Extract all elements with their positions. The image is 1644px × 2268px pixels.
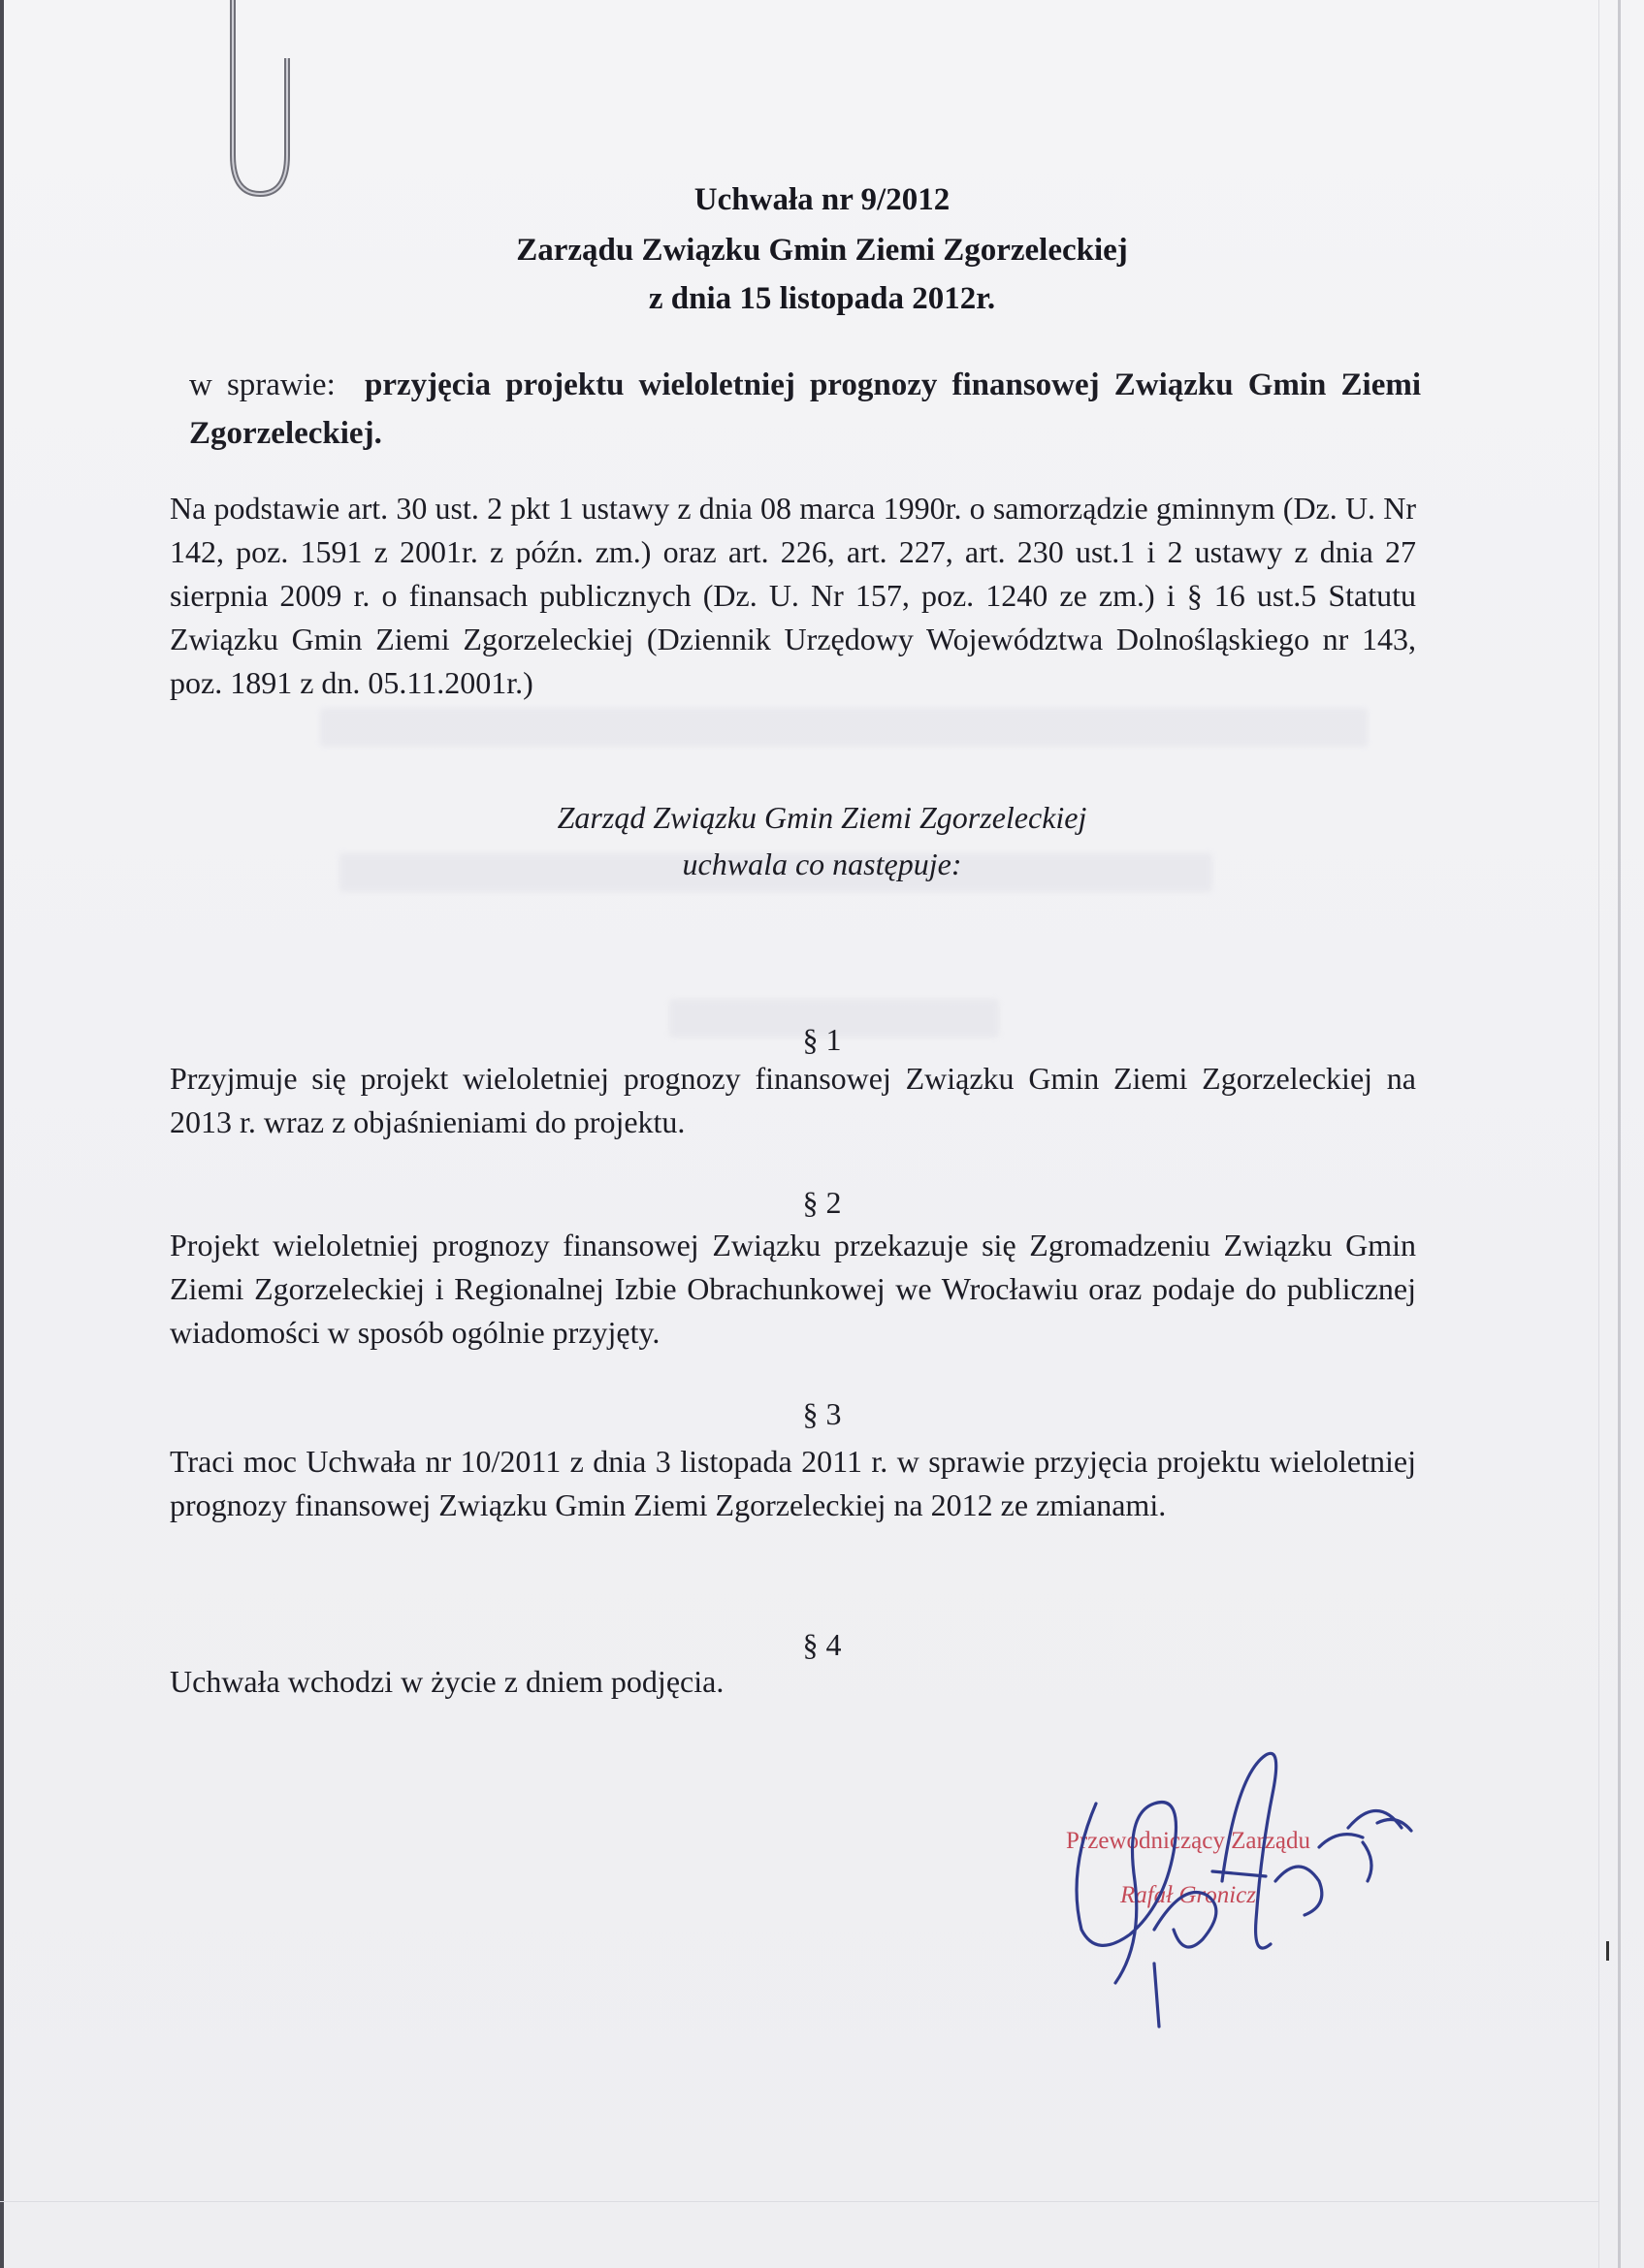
section-text: Traci moc Uchwała nr 10/2011 z dnia 3 listopada 2011 r. w sprawie przyjęcia projektu wieloletniej prognozy finansowej Związku Gmin Ziemi Zgorzeleckiej na 2012 ze zmianami. xyxy=(170,1444,1416,1522)
bleed-through-line xyxy=(320,708,1368,747)
section-text: Przyjmuje się projekt wieloletniej prognozy finansowej Związku Gmin Ziemi Zgorzeleckiej na 2013 r. wraz z objaśnieniami do projektu. xyxy=(170,1061,1416,1139)
legal-basis: Na podstawie art. 30 ust. 2 pkt 1 ustawy z dnia 08 marca 1990r. o samorządzie gminnym (Dz. U. Nr 142, poz. 1591 z 2001r. z późn. zm.) oraz art. 226, art. 227, art. 230 ust.1 i 2 ustawy z dnia 27 sierpnia 2009 r. o finansach publicznych (Dz. U. Nr 157, poz. 1240 ze zm.) i § 16 ust.5 Statutu Związku Gmin Ziemi Zgorzeleckiej (Dziennik Urzędowy Województwa Dolnośląskiego nr 143, poz. 1891 z dn. 05.11.2001r.) xyxy=(170,491,1416,700)
resolution-number: Uchwała nr 9/2012 xyxy=(693,182,951,217)
issuing-body: Zarządu Związku Gmin Ziemi Zgorzeleckiej xyxy=(516,233,1128,268)
section-text: Uchwała wchodzi w życie z dniem podjęcia. xyxy=(170,1664,725,1699)
paperclip-icon xyxy=(221,0,299,204)
handwritten-signature xyxy=(1028,1736,1416,2036)
section-mark: § 1 xyxy=(802,1022,842,1057)
scan-artifact-mark xyxy=(1606,1941,1609,1961)
section-mark: § 4 xyxy=(802,1627,842,1662)
subject-text: przyjęcia projektu wieloletniej prognozy finansowej Związku Gmin Ziemi Zgorzeleckiej. xyxy=(189,367,1421,451)
section-mark: § 3 xyxy=(802,1396,842,1431)
scan-edge-left xyxy=(0,0,4,2268)
resolution-date: z dnia 15 listopada 2012r. xyxy=(648,281,996,316)
resolving-body: Zarząd Związku Gmin Ziemi Zgorzeleckiej xyxy=(557,800,1087,835)
stamp-name: Rafał Gronicz xyxy=(1119,1882,1257,1908)
resolves-phrase: uchwala co następuje: xyxy=(682,847,962,881)
section-mark: § 2 xyxy=(802,1185,842,1220)
subject-lead: w sprawie: xyxy=(189,367,336,402)
section-text: Projekt wieloletniej prognozy finansowej Związku przekazuje się Zgromadzeniu Związku Gmin Ziemi Zgorzeleckiej i Regionalnej Izbie Obrachunkowej we Wrocławiu oraz podaje do publicznej wiadomości w sposób ogólnie przyjęty. xyxy=(170,1228,1416,1350)
subject xyxy=(189,361,1421,458)
scan-edge-bottom xyxy=(0,2201,1598,2202)
scan-edge-right xyxy=(1618,0,1621,2268)
scan-edge-right-inner xyxy=(1598,0,1599,2268)
stamp-title: Przewodniczący Zarządu xyxy=(1066,1828,1310,1854)
